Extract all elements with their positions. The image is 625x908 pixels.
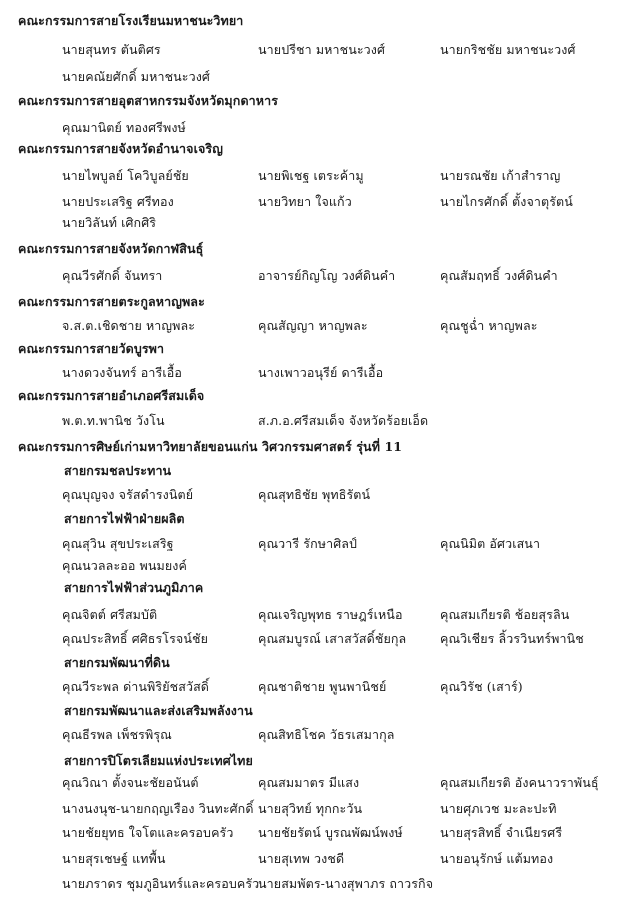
person-name: ส.ภ.อ.ศรีสมเด็จ จังหวัดร้อยเอ็ด bbox=[258, 413, 429, 428]
person-name: นายรณชัย เก้าสำราญ bbox=[440, 168, 561, 183]
name-row bbox=[0, 724, 625, 748]
person-name: คุณสมมาตร มีแสง bbox=[258, 775, 360, 790]
committee-title: คณะกรรมการสายอุตสาหกรรมจังหวัดมุกดาหาร bbox=[18, 93, 279, 108]
person-name: อาจารย์กิญโญ วงศ์ดินคำ bbox=[258, 268, 396, 283]
person-name: คุณสิทธิโชค วัธรเสมากุล bbox=[258, 727, 395, 742]
person-name: คุณสมเกียรติ ช้อยสุรลิน bbox=[440, 607, 570, 622]
subgroup-title: สายกรมพัฒนาและส่งเสริมพลังงาน bbox=[64, 703, 253, 718]
name-row bbox=[0, 772, 625, 796]
subgroup-heading bbox=[0, 750, 625, 774]
subgroup-heading bbox=[0, 652, 625, 676]
committee-title: คณะกรรมการสายจังหวัดอำนาจเจริญ bbox=[18, 141, 223, 156]
name-row bbox=[0, 484, 625, 508]
subgroup-title: สายการไฟฟ้าฝ่ายผลิต bbox=[64, 511, 185, 526]
person-name: นายสมพัตร-นางสุพาภร ถาวรกิจ bbox=[258, 876, 434, 891]
subgroup-title: สายการไฟฟ้าส่วนภูมิภาค bbox=[64, 580, 204, 595]
committee-heading bbox=[0, 338, 625, 362]
committee-title: คณะกรรมการสายอำเภอศรีสมเด็จ bbox=[18, 388, 205, 403]
person-name: นายสุรสิทธิ์ จำเนียรศรี bbox=[440, 825, 563, 840]
name-row bbox=[0, 676, 625, 700]
name-row bbox=[0, 848, 625, 872]
subgroup-heading bbox=[0, 577, 625, 601]
person-name: นายสุวิทย์ ทุกกะวัน bbox=[258, 801, 363, 816]
name-row bbox=[0, 265, 625, 289]
subgroup-title: สายกรมชลประทาน bbox=[64, 463, 172, 478]
subgroup-title: สายกรมพัฒนาที่ดิน bbox=[64, 655, 170, 670]
person-name: นายประเสริฐ ศรีทอง bbox=[62, 194, 174, 209]
committee-title: คณะกรรมการสายวัดบูรพา bbox=[18, 341, 165, 356]
name-row bbox=[0, 873, 625, 897]
name-row bbox=[0, 315, 625, 339]
person-name: คุณชาติชาย พูนพานิชย์ bbox=[258, 679, 387, 694]
committee-heading bbox=[0, 291, 625, 315]
committee-heading bbox=[0, 90, 625, 114]
committee-heading bbox=[0, 138, 625, 162]
committee-title: คณะกรรมการสายโรงเรียนมหาชนะวิทยา bbox=[18, 13, 244, 28]
name-row bbox=[0, 798, 625, 822]
name-row bbox=[0, 555, 625, 579]
committee-heading bbox=[0, 10, 625, 34]
person-name: จ.ส.ต.เชิดชาย หาญพละ bbox=[62, 318, 196, 333]
person-name: คุณสุทธิชัย พุทธิรัตน์ bbox=[258, 487, 371, 502]
person-name: นายพิเชฐ เตระค้ามู bbox=[258, 168, 364, 183]
name-row bbox=[0, 362, 625, 386]
person-name: นางนงนุช-นายกฤญเรือง วินทะศักดิ์ bbox=[62, 801, 254, 816]
person-name: คุณนิมิต อัศวเสนา bbox=[440, 536, 541, 551]
person-name: นางดวงจันทร์ อารีเอื้อ bbox=[62, 365, 182, 380]
person-name: นายคณัยศักดิ์ มหาชนะวงศ์ bbox=[62, 69, 210, 84]
person-name: นายไพบูลย์ โควิบูลย์ชัย bbox=[62, 168, 189, 183]
person-name: คุณสุวิน สุขประเสริฐ bbox=[62, 536, 174, 551]
person-name: คุณชูฉ่ำ หาญพละ bbox=[440, 318, 538, 333]
name-row bbox=[0, 822, 625, 846]
subgroup-title: สายการปิโตรเลียมแห่งประเทศไทย bbox=[64, 753, 253, 768]
name-row bbox=[0, 410, 625, 434]
subgroup-heading bbox=[0, 508, 625, 532]
person-name: นายปรีชา มหาชนะวงศ์ bbox=[258, 42, 386, 57]
person-name: นายสุนทร ตันติศร bbox=[62, 42, 161, 57]
person-name: นายภราดร ชุมภูอินทร์และครอบครัว bbox=[62, 876, 260, 891]
person-name: คุณวิรัช (เสาร์) bbox=[440, 679, 523, 694]
name-row bbox=[0, 39, 625, 63]
person-name: คุณเจริญพุทธ ราษฎร์เหนือ bbox=[258, 607, 403, 622]
person-name: คุณวิเชียร ลิ้วรวินทร์พานิช bbox=[440, 631, 584, 646]
person-name: นายชัยยุทธ ใจโตและครอบครัว bbox=[62, 825, 234, 840]
person-name: คุณธีรพล เพ็ชรพิรุณ bbox=[62, 727, 172, 742]
person-name: คุณสมเกียรติ อังคนาวราพันธุ์ bbox=[440, 775, 599, 790]
person-name: นางเพาวอนุรีย์ ดารีเอื้อ bbox=[258, 365, 384, 380]
person-name: คุณนวลละออ พนมยงค์ bbox=[62, 558, 187, 573]
person-name: นายสุรเชษฐ์ แทพื้น bbox=[62, 851, 166, 866]
person-name: นายวิลันท์ เศิกศิริ bbox=[62, 215, 157, 230]
name-row bbox=[0, 66, 625, 90]
committee-title: คณะกรรมการสายตระกูลหาญพละ bbox=[18, 294, 205, 309]
person-name: คุณสัญญา หาญพละ bbox=[258, 318, 368, 333]
person-name: นายกริชชัย มหาชนะวงศ์ bbox=[440, 42, 576, 57]
person-name: คุณมานิตย์ ทองศรีพงษ์ bbox=[62, 120, 186, 135]
person-name: นายวิทยา ใจแก้ว bbox=[258, 194, 352, 209]
person-name: คุณจิตต์ ศรีสมบัติ bbox=[62, 607, 158, 622]
person-name: คุณประสิทธิ์ ศศิธรโรจน์ชัย bbox=[62, 631, 209, 646]
person-name: นายไกรศักดิ์ ตั้งจาตุรัตน์ bbox=[440, 194, 573, 209]
name-row bbox=[0, 533, 625, 557]
person-name: นายศุภเวช มะละปะทิ bbox=[440, 801, 557, 816]
committee-heading bbox=[0, 238, 625, 262]
person-name: นายอนุรักษ์ แต้มทอง bbox=[440, 851, 554, 866]
committee-heading bbox=[0, 436, 625, 460]
committee-title: คณะกรรมการศิษย์เก่ามหาวิทยาลัยขอนแก่น วิศวกรรมศาสตร์ รุ่นที่ 11 bbox=[18, 439, 403, 454]
person-name: คุณสัมฤทธิ์ วงศ์ดินคำ bbox=[440, 268, 558, 283]
name-row bbox=[0, 212, 625, 236]
name-row bbox=[0, 604, 625, 628]
person-name: คุณวิณา ตั้งจนะชัยอนันต์ bbox=[62, 775, 199, 790]
person-name: คุณวีรศักดิ์ จันทรา bbox=[62, 268, 163, 283]
person-name: พ.ต.ท.พานิช วังโน bbox=[62, 413, 165, 428]
subgroup-heading bbox=[0, 460, 625, 484]
subgroup-heading bbox=[0, 700, 625, 724]
person-name: นายชัยรัตน์ บูรณพัฒน์พงษ์ bbox=[258, 825, 403, 840]
person-name: คุณวีระพล ด่านพิริยัชสวัสดิ์ bbox=[62, 679, 210, 694]
name-row bbox=[0, 165, 625, 189]
committee-title: คณะกรรมการสายจังหวัดกาฬสินธุ์ bbox=[18, 241, 204, 256]
person-name: นายสุเทพ วงชดี bbox=[258, 851, 345, 866]
committee-heading bbox=[0, 385, 625, 409]
person-name: คุณสมบูรณ์ เสาสวัสดิ์ชัยกุล bbox=[258, 631, 407, 646]
person-name: คุณบุญจง จรัสดำรงนิตย์ bbox=[62, 487, 194, 502]
name-row bbox=[0, 628, 625, 652]
person-name: คุณวารี รักษาศิลป์ bbox=[258, 536, 358, 551]
